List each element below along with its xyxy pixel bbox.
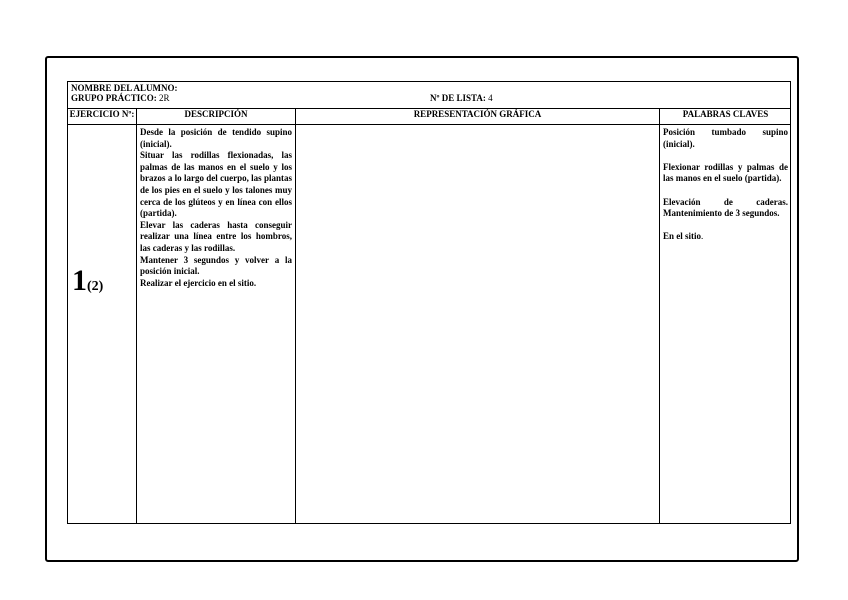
keyword-item: Posición tumbado supino (inicial). bbox=[663, 127, 788, 149]
keyword-last-text: En el sitio bbox=[663, 231, 702, 242]
group-value: 2R bbox=[159, 93, 170, 103]
exercise-table bbox=[68, 109, 790, 523]
description-header: DESCRIPCIÓN bbox=[137, 109, 295, 125]
student-name-label: NOMBRE DEL ALUMNO: bbox=[71, 83, 178, 93]
list-number-value: 4 bbox=[488, 93, 493, 103]
keyword-item-last bbox=[663, 231, 788, 243]
exercise-number-sub: (2) bbox=[87, 279, 104, 294]
group-label: GRUPO PRÁCTICO: bbox=[71, 93, 157, 103]
description-paragraph: Realizar el ejercicio en el sitio. bbox=[140, 277, 257, 288]
exercise-form bbox=[67, 81, 791, 524]
keyword-item: Elevación de caderas. Mantenimiento de 3 segundos. bbox=[663, 196, 788, 219]
exercise-number bbox=[72, 266, 103, 302]
keyword-last-end: . bbox=[701, 231, 704, 242]
description-paragraph: Mantener 3 segundos y volver a la posición inicial. bbox=[140, 254, 292, 277]
description-column bbox=[137, 109, 296, 523]
exercise-number-main: 1 bbox=[72, 264, 87, 297]
group-line bbox=[71, 94, 170, 103]
graphic-representation-column bbox=[296, 109, 660, 523]
description-text bbox=[137, 125, 295, 289]
list-number-line bbox=[430, 94, 493, 103]
student-info-row bbox=[68, 82, 790, 109]
description-paragraph: Elevar las caderas hasta conseguir realizar una línea entre los hombros, las caderas y las rodillas. bbox=[140, 219, 292, 253]
description-paragraph: Situar las rodillas flexionadas, las palmas de las manos en el suelo y los brazos a lo largo del cuerpo, las plantas de los pies en el suelo y los talones muy cerca de los glúteos y en línea con ellos (partida). bbox=[140, 150, 292, 219]
description-paragraph: Desde la posición de tendido supino (inicial). bbox=[140, 127, 292, 149]
exercise-number-column bbox=[68, 109, 137, 523]
list-number-label: Nº DE LISTA: bbox=[430, 93, 486, 103]
keywords-header: PALABRAS CLAVES bbox=[660, 109, 791, 125]
keyword-item: Flexionar rodillas y palmas de las manos en el suelo (partida). bbox=[663, 161, 788, 184]
keywords-column bbox=[660, 109, 791, 523]
exercise-number-header: EJERCICIO Nº: bbox=[68, 109, 136, 125]
keywords-text bbox=[660, 125, 791, 243]
graphic-representation-header: REPRESENTACIÓN GRÁFICA bbox=[296, 109, 659, 125]
